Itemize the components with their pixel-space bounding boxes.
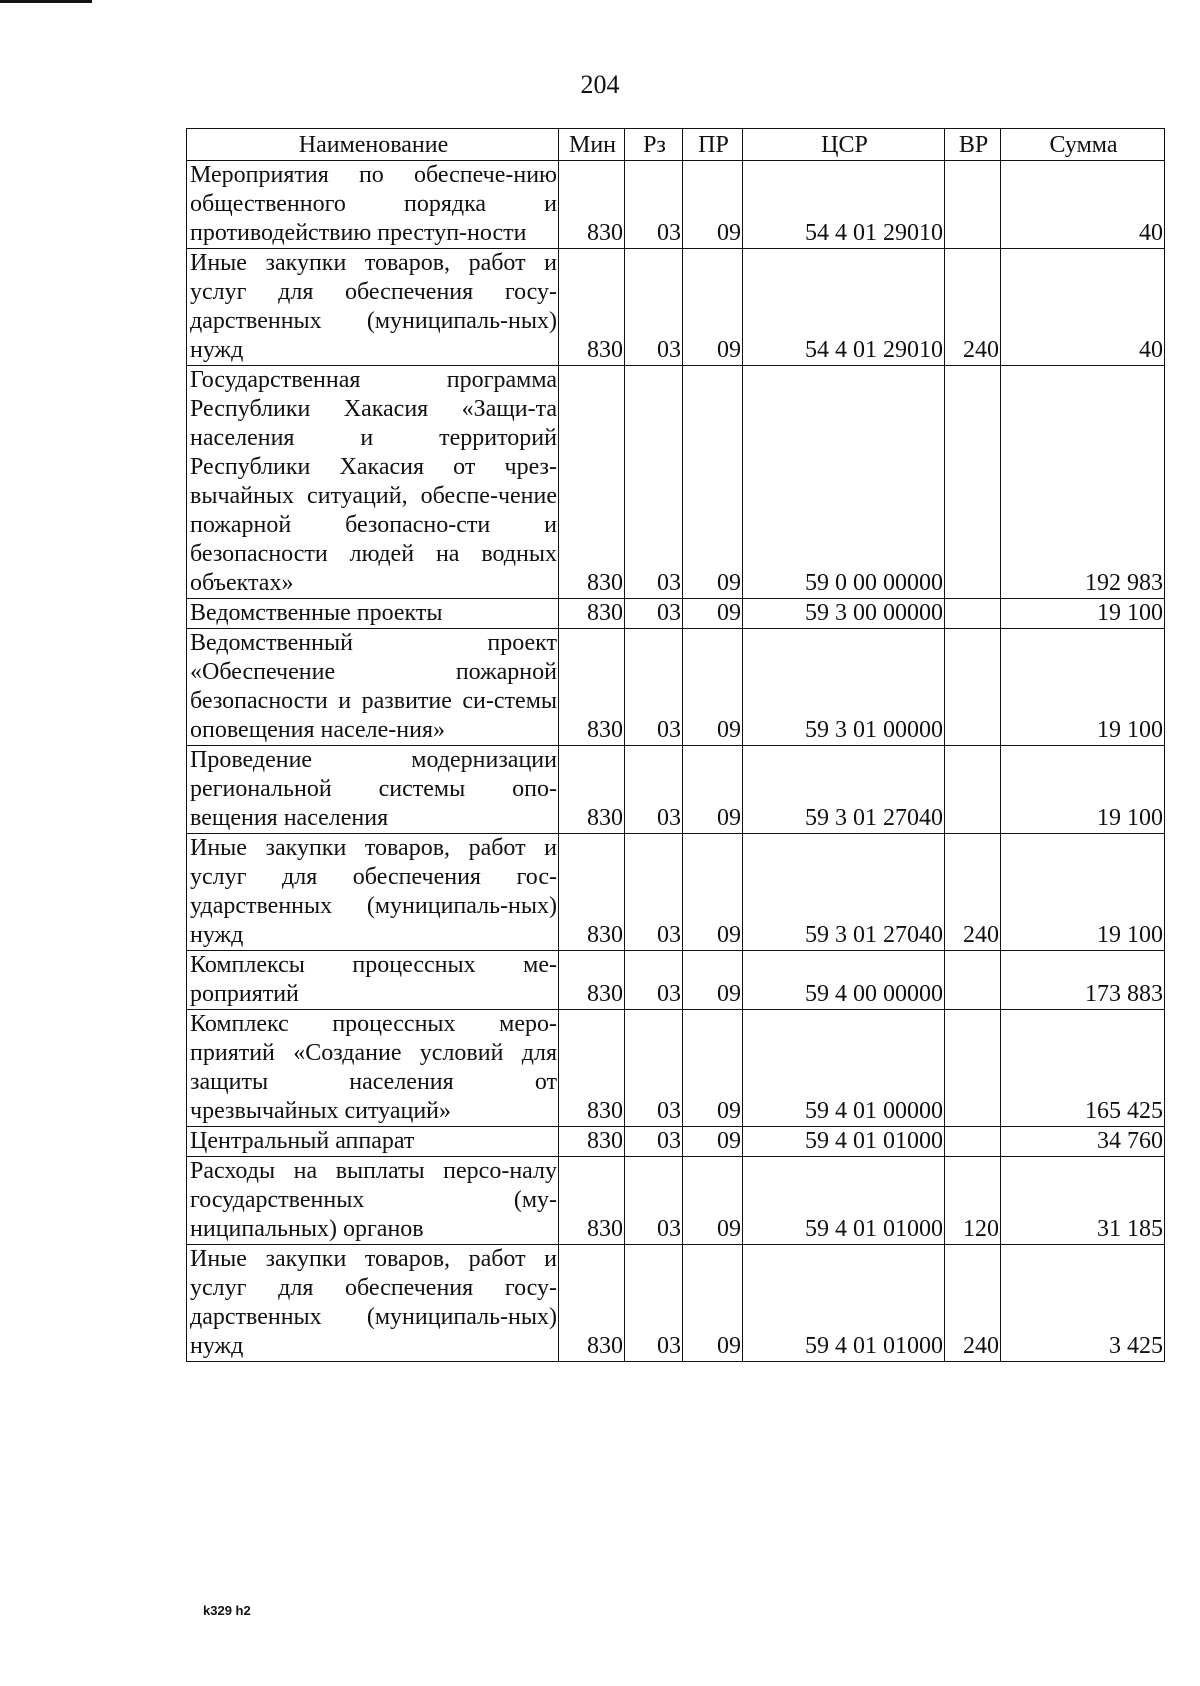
corner-mark xyxy=(0,0,92,3)
cell-csr: 59 3 00 00000 xyxy=(743,599,945,629)
cell-min: 830 xyxy=(559,1157,625,1245)
cell-min: 830 xyxy=(559,951,625,1010)
cell-min: 830 xyxy=(559,746,625,834)
cell-vr: 240 xyxy=(945,834,1001,951)
cell-rz: 03 xyxy=(625,834,683,951)
cell-name: Государственная программа Республики Хакасия «Защи-та населения и территорий Республики Хакасия от чрез-вычайных ситуаций, обеспе-чение пожарной безопасно-сти и безопасности людей на водных объектах» xyxy=(187,366,559,599)
cell-min: 830 xyxy=(559,366,625,599)
cell-min: 830 xyxy=(559,1127,625,1157)
cell-csr: 54 4 01 29010 xyxy=(743,249,945,366)
cell-csr: 54 4 01 29010 xyxy=(743,161,945,249)
cell-vr: 120 xyxy=(945,1157,1001,1245)
page-number: 204 xyxy=(580,70,620,99)
table-row xyxy=(187,629,1165,746)
cell-vr xyxy=(945,746,1001,834)
cell-vr: 240 xyxy=(945,1245,1001,1362)
cell-sum: 40 xyxy=(1001,161,1165,249)
cell-rz: 03 xyxy=(625,951,683,1010)
table-row xyxy=(187,834,1165,951)
cell-rz: 03 xyxy=(625,1010,683,1127)
footer-code: k329 h2 xyxy=(203,1603,251,1618)
cell-rz: 03 xyxy=(625,746,683,834)
cell-rz: 03 xyxy=(625,1127,683,1157)
header-sum: Сумма xyxy=(1001,129,1165,161)
cell-vr xyxy=(945,629,1001,746)
cell-pr: 09 xyxy=(683,1245,743,1362)
cell-csr: 59 4 01 00000 xyxy=(743,1010,945,1127)
table-row xyxy=(187,1010,1165,1127)
cell-vr xyxy=(945,599,1001,629)
cell-sum: 173 883 xyxy=(1001,951,1165,1010)
cell-sum: 19 100 xyxy=(1001,599,1165,629)
cell-csr: 59 4 00 00000 xyxy=(743,951,945,1010)
cell-vr xyxy=(945,951,1001,1010)
cell-name: Комплекс процессных меро-приятий «Создание условий для защиты населения от чрезвычайных ситуаций» xyxy=(187,1010,559,1127)
cell-min: 830 xyxy=(559,599,625,629)
cell-csr: 59 3 01 27040 xyxy=(743,746,945,834)
cell-name: Проведение модернизации региональной системы опо-вещения населения xyxy=(187,746,559,834)
cell-min: 830 xyxy=(559,161,625,249)
header-name: Наименование xyxy=(187,129,559,161)
cell-name: Иные закупки товаров, работ и услуг для обеспечения госу-дарственных (муниципаль-ных) нужд xyxy=(187,1245,559,1362)
cell-name: Мероприятия по обеспече-нию общественного порядка и противодействию преступ-ности xyxy=(187,161,559,249)
cell-sum: 165 425 xyxy=(1001,1010,1165,1127)
cell-pr: 09 xyxy=(683,951,743,1010)
cell-sum: 31 185 xyxy=(1001,1157,1165,1245)
cell-pr: 09 xyxy=(683,249,743,366)
cell-vr xyxy=(945,1010,1001,1127)
cell-vr: 240 xyxy=(945,249,1001,366)
cell-name: Комплексы процессных ме-роприятий xyxy=(187,951,559,1010)
table-row xyxy=(187,161,1165,249)
table-row xyxy=(187,1245,1165,1362)
table-row xyxy=(187,249,1165,366)
cell-sum: 192 983 xyxy=(1001,366,1165,599)
cell-name: Расходы на выплаты персо-налу государственных (му-ниципальных) органов xyxy=(187,1157,559,1245)
cell-name: Иные закупки товаров, работ и услуг для обеспечения госу-дарственных (муниципаль-ных) нужд xyxy=(187,249,559,366)
cell-min: 830 xyxy=(559,629,625,746)
header-rz: Рз xyxy=(625,129,683,161)
cell-name: Ведомственный проект «Обеспечение пожарной безопасности и развитие си-стемы оповещения населе-ния» xyxy=(187,629,559,746)
cell-vr xyxy=(945,161,1001,249)
cell-pr: 09 xyxy=(683,1157,743,1245)
cell-min: 830 xyxy=(559,834,625,951)
table-row xyxy=(187,1127,1165,1157)
header-vr: ВР xyxy=(945,129,1001,161)
cell-rz: 03 xyxy=(625,629,683,746)
cell-sum: 19 100 xyxy=(1001,834,1165,951)
cell-sum: 19 100 xyxy=(1001,746,1165,834)
cell-min: 830 xyxy=(559,249,625,366)
cell-rz: 03 xyxy=(625,1157,683,1245)
cell-name: Иные закупки товаров, работ и услуг для обеспечения гос-ударственных (муниципаль-ных) нужд xyxy=(187,834,559,951)
header-min: Мин xyxy=(559,129,625,161)
cell-csr: 59 3 01 27040 xyxy=(743,834,945,951)
table-row xyxy=(187,599,1165,629)
cell-pr: 09 xyxy=(683,834,743,951)
cell-pr: 09 xyxy=(683,1127,743,1157)
budget-table xyxy=(186,128,1165,1362)
cell-pr: 09 xyxy=(683,161,743,249)
cell-sum: 19 100 xyxy=(1001,629,1165,746)
table-row xyxy=(187,746,1165,834)
cell-name: Ведомственные проекты xyxy=(187,599,559,629)
cell-pr: 09 xyxy=(683,366,743,599)
table-row xyxy=(187,366,1165,599)
cell-rz: 03 xyxy=(625,599,683,629)
cell-pr: 09 xyxy=(683,746,743,834)
cell-csr: 59 4 01 01000 xyxy=(743,1157,945,1245)
header-pr: ПР xyxy=(683,129,743,161)
cell-pr: 09 xyxy=(683,599,743,629)
cell-vr xyxy=(945,366,1001,599)
cell-min: 830 xyxy=(559,1010,625,1127)
cell-sum: 34 760 xyxy=(1001,1127,1165,1157)
cell-csr: 59 4 01 01000 xyxy=(743,1245,945,1362)
cell-sum: 3 425 xyxy=(1001,1245,1165,1362)
cell-csr: 59 3 01 00000 xyxy=(743,629,945,746)
table-body xyxy=(187,161,1165,1362)
table-row xyxy=(187,951,1165,1010)
cell-rz: 03 xyxy=(625,249,683,366)
table-header-row xyxy=(187,129,1165,161)
header-csr: ЦСР xyxy=(743,129,945,161)
cell-csr: 59 0 00 00000 xyxy=(743,366,945,599)
cell-rz: 03 xyxy=(625,161,683,249)
cell-vr xyxy=(945,1127,1001,1157)
cell-csr: 59 4 01 01000 xyxy=(743,1127,945,1157)
cell-pr: 09 xyxy=(683,1010,743,1127)
table-row xyxy=(187,1157,1165,1245)
cell-sum: 40 xyxy=(1001,249,1165,366)
cell-rz: 03 xyxy=(625,1245,683,1362)
cell-pr: 09 xyxy=(683,629,743,746)
cell-min: 830 xyxy=(559,1245,625,1362)
cell-rz: 03 xyxy=(625,366,683,599)
cell-name: Центральный аппарат xyxy=(187,1127,559,1157)
